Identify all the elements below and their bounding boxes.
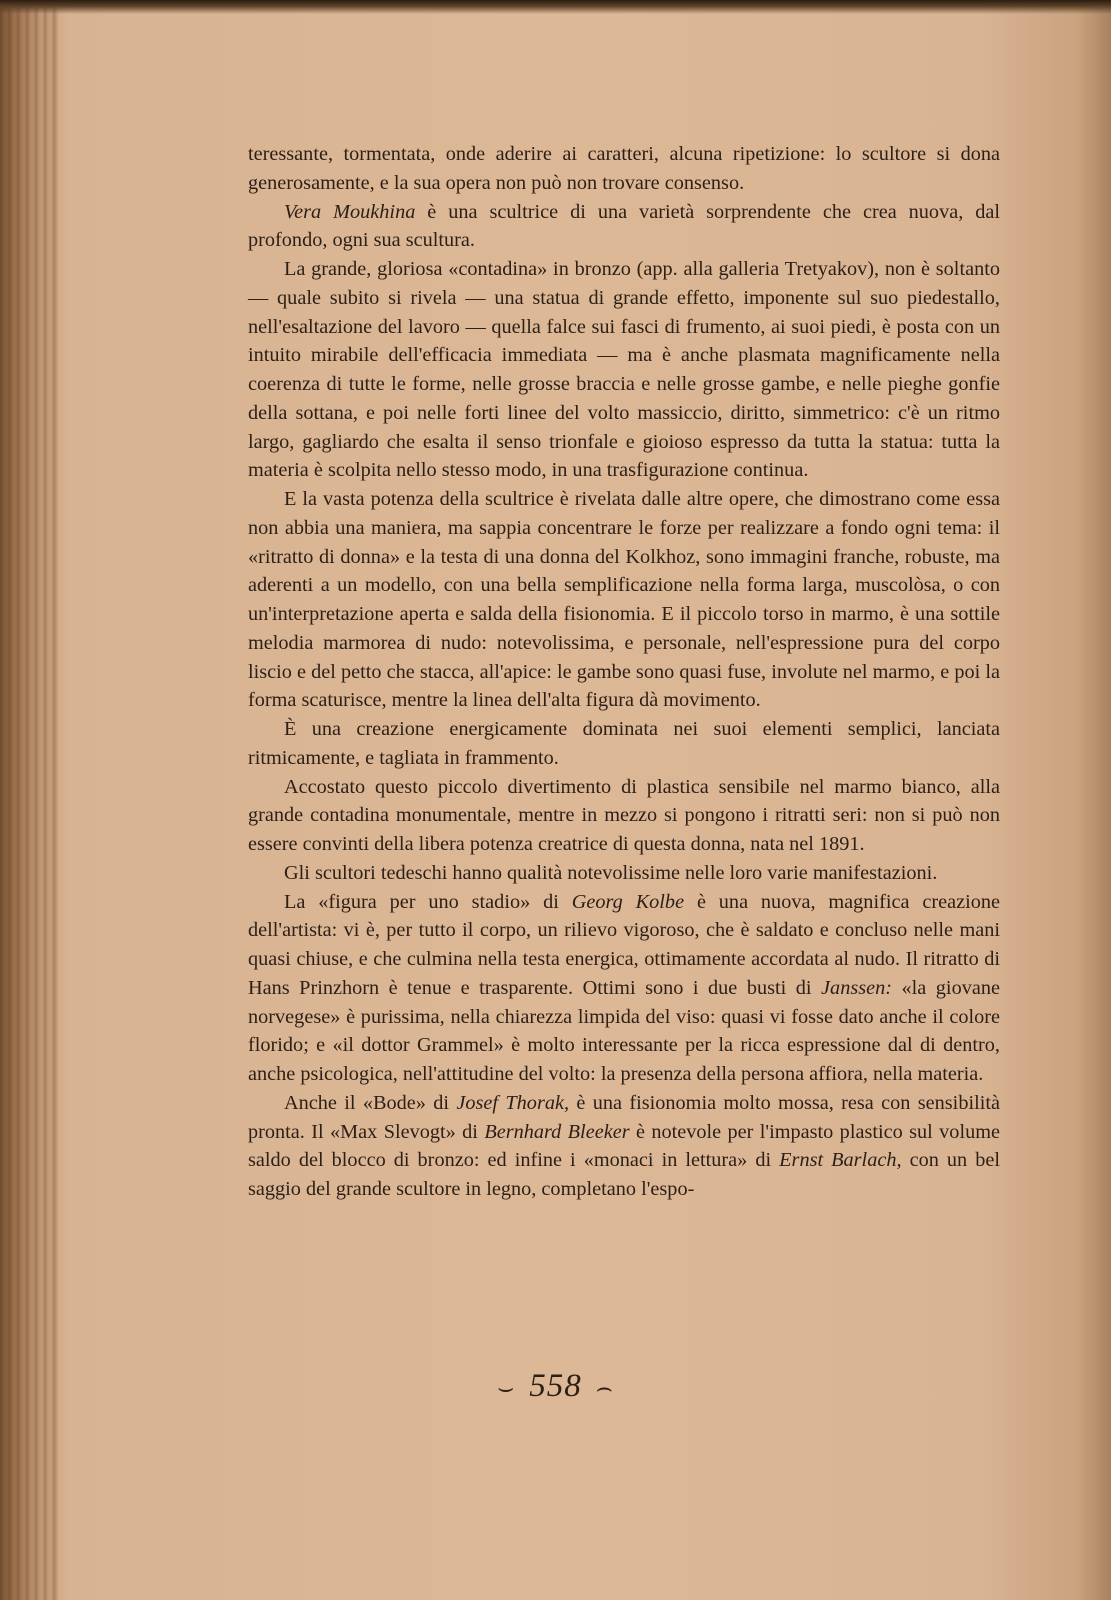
body-text (248, 140, 1000, 1204)
top-edge-shadow (0, 0, 1111, 14)
paragraph (248, 140, 1000, 198)
italic-name: Janssen: (821, 976, 893, 999)
paragraph (248, 859, 1000, 888)
ornament-right-icon: ⌢ (595, 1372, 614, 1402)
paragraph (248, 1089, 1000, 1204)
text-run: Accostato questo piccolo divertimento di plastica sensibile nel marmo bianco, alla grande contadina monumentale, mentre in mezzo si pongono i ritratti seri: non si può non essere convinti della libera potenza creatrice di questa donna, nata nel 1891. (248, 775, 1000, 855)
text-run: Anche il «Bode» di (284, 1091, 457, 1114)
text-run: La grande, gloriosa «contadina» in bronzo (app. alla galleria Tretyakov), non è soltanto — quale subito si rivela — una statua di grande effetto, imponente sul suo piedestallo, nell'esaltazione del lavoro — quella falce sui fasci di frumento, ai suoi piedi, è posta con un intuito mirabile dell'efficacia immediata — ma è anche plasmata magnificamente nella coerenza di tutte le forme, nelle grosse braccia e nelle grosse gambe, e nelle pieghe gonfie della sottana, e poi nelle forti linee del volto massiccio, diritto, simmetrico: c'è un ritmo largo, gagliardo che esalta il senso trionfale e gioioso espresso da tutta la statua: tutta la materia è scolpita nello stesso modo, in una trasfigurazione continua. (248, 258, 1000, 482)
paragraph (248, 255, 1000, 485)
text-run: con un bel saggio del grande scultore in legno, completano l'espo- (248, 1149, 1000, 1200)
text-run: «la giovane norvegese» è purissima, nella chiarezza limpida del viso: quasi vi fosse dato anche il colore florido; e «il dottor Grammel» è molto interessante per la ricca espressione dal di dentro, anche psicologica, nell'attitudine del volto: la presenza della persona affiora, nella materia. (248, 976, 1000, 1085)
paragraph (248, 715, 1000, 773)
text-run: È una creazione energicamente dominata nei suoi elementi semplici, lanciata ritmicamente, e tagliata in frammento. (248, 718, 1000, 769)
book-spine-edge (0, 0, 58, 1600)
page-number: 558 (529, 1368, 582, 1404)
text-run: La «figura per uno stadio» di (284, 890, 572, 913)
text-run: Gli scultori tedeschi hanno qualità notevolissime nelle loro varie manifestazioni. (284, 861, 938, 884)
text-run: è una fisionomia molto mossa, resa con sensibilità pronta. Il «Max Slevogt» di (248, 1091, 1000, 1143)
page-number-footer (0, 1368, 1111, 1405)
ornament-left-icon: ⌣ (497, 1372, 516, 1402)
italic-name: Josef Thorak, (456, 1091, 570, 1114)
italic-name: Vera Moukhina (284, 200, 416, 223)
italic-name: Bernhard Bleeker (484, 1120, 630, 1143)
text-run: E la vasta potenza della scultrice è rivelata dalle altre opere, che dimostrano come essa non abbia una maniera, ma sappia concentrare le forze per realizzare a fondo ogni tema: il «ritratto di donna» e la testa di una donna del Kolkhoz, sono immagini franche, robuste, ma aderenti a un modello, con una bella semplificazione nella forma larga, muscolòsa, o con un'interpretazione aperta e salda della fisionomia. E il piccolo torso in marmo, è una sottile melodia marmorea di nudo: notevolissima, e personale, nell'espressione pura del corpo liscio e del petto che stacca, all'apice: le gambe sono quasi fuse, involute nel marmo, e poi la forma scaturisce, mentre la linea dell'alta figura dà movimento. (248, 488, 1000, 712)
text-run: è una scultrice di una varietà sorprendente che crea nuova, dal profondo, ogni sua scultura. (248, 200, 1000, 252)
paragraph (248, 773, 1000, 859)
text-run: è una nuova, magnifica creazione dell'artista: vi è, per tutto il corpo, un rilievo vigoroso, che è saldato e concluso nelle mani quasi chiuse, e che culmina nella testa energica, ottimamente accordata al nudo. Il ritratto di Hans Prinzhorn è tenue e trasparente. Ottimi sono i due busti di (248, 890, 1001, 999)
italic-name: Ernst Barlach, (779, 1149, 902, 1172)
paragraph (248, 888, 1000, 1089)
text-run: è notevole per l'impasto plastico sul volume saldo del blocco di bronzo: ed infine i «monaci in lettura» di (248, 1120, 1000, 1172)
text-run: teressante, tormentata, onde aderire ai caratteri, alcuna ripetizione: lo scultore si dona generosamente, e la sua opera non può non trovare consenso. (248, 143, 1000, 194)
italic-name: Georg Kolbe (571, 890, 685, 913)
paragraph (248, 198, 1000, 256)
paragraph (248, 485, 1000, 715)
